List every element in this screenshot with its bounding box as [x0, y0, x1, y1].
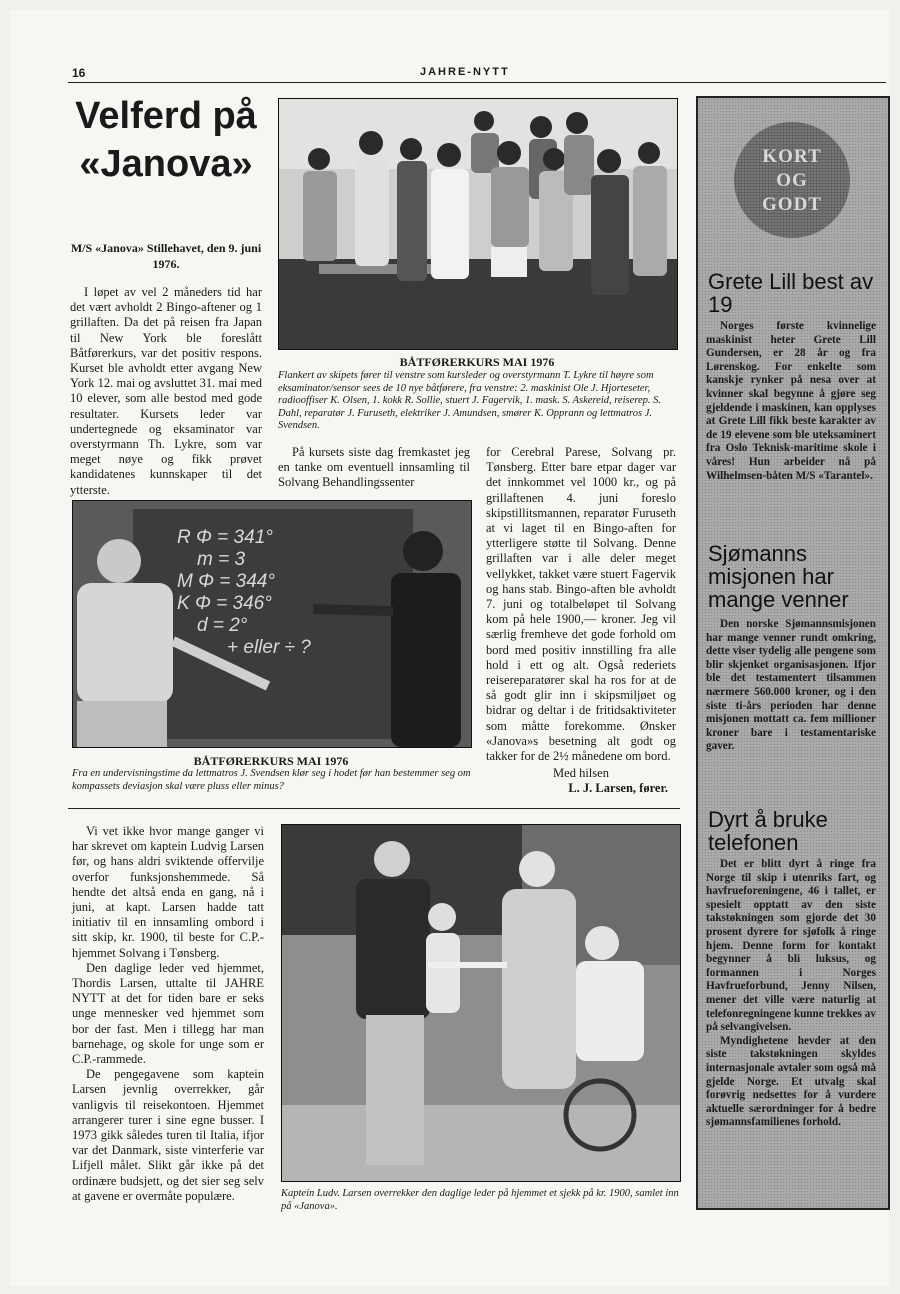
sidebar-heading-1: Grete Lill best av 19 — [708, 269, 874, 317]
photo1-title: BÅTFØRERKURS MAI 1976 — [399, 355, 555, 369]
section-divider — [68, 808, 680, 809]
dateline: M/S «Janova» Stillehavet, den 9. juni 1976. — [70, 241, 262, 271]
closing: Med hilsen — [553, 766, 609, 781]
photo2-title: BÅTFØRERKURS MAI 1976 — [193, 754, 349, 768]
kort-og-godt-badge: KORT OG GODT — [734, 122, 850, 238]
kort-og-godt-sidebar — [696, 96, 890, 1210]
check-presentation-image — [282, 825, 680, 1181]
article1-column2: På kursets siste dag fremkastet jeg en tanke om eventuell innsamling til Solvang Behandlingssenter — [278, 445, 470, 490]
photo2-caption: Fra en undervisningstime da lettmatros J. Svendsen klør seg i hodet før han bestemmer seg om kompassets deviasjon skal være pluss eller minus? — [72, 768, 471, 792]
signature: L. J. Larsen, fører. — [568, 781, 668, 796]
sidebar-text-1: Norges første kvinnelige maskinist heter Grete Lill Gundersen, er 28 år og fra Lørenskog. For enkelte som kanskje rynker på nesa over at kvinner skal begynne å gjøre seg gjeldende i maskinen, kan opplyses at Grete Lill fikk beste karakter av de 19 elevene som ble uteksaminert fra Oslo Teknisk-maritime skole i våres! Hun arbeider nå på Wilhelmsen-båten M/S «Tarantel». — [706, 320, 876, 482]
header-rule — [68, 82, 886, 83]
photo3-caption: Kaptein Ludv. Larsen overrekker den daglige leder på hjemmet et sjekk på kr. 1900, samlet inn på «Janova». — [281, 1188, 679, 1212]
photo1-caption: Flankert av skipets fører til venstre som kursleder og overstyrmann T. Lykre til høyre som eksaminator/sensor sees de 10 nye båtførere, fra venstre: 2. maskinist Ole J. Hjorteseter, radiooffiser K. Olsen, 1. kokk R. Sollie, stuert J. Fagervik, 1. mask. S. Askereid, reiserep. S. Dahl, reparatør J. Furuseth, elektriker J. Amundsen, smører K. Opprann og lettmatros J. Svendsen. — [278, 370, 661, 431]
blackboard-writing: R Φ = 341° m = 3 M Φ = 344° K Φ = 346° d = 2° + eller ÷ ? — [177, 527, 311, 658]
publication-title: JAHRE-NYTT — [420, 66, 510, 78]
check-presentation-photo — [281, 824, 681, 1182]
headline: Velferd på «Janova» — [75, 95, 257, 185]
sidebar-heading-2: Sjømanns misjonen har mange venner — [708, 541, 849, 612]
sidebar-heading-3: Dyrt å bruke telefonen — [708, 807, 828, 855]
sidebar-text-3: Det er blitt dyrt å ringe fra Norge til skip i utenriks fart, og havfrueforeningene, 46 i tallet, er spesielt opptatt av den siste takstøkningen som gjorde det 30 prosent dyrere for sjøfolk å ringe hjem. Denne form for kontakt begynner å bli luksus, og formannen i Norges Havfrueforbund, Jenny Nilsen, mener det ville være naturlig at telefonregningene kunne trekkes av på selvangivelsen. Myndighetene hevder at den siste takstøkningen skyldes internasjonale avtaler som også må gjelde Norge. Et utvalg skal forøvrig nedsettes for å vurdere aktuelle særordninger for å bedre sjømannsfamilienes forhold. — [706, 858, 876, 1129]
article2-text: Vi vet ikke hvor mange ganger vi har skrevet om kaptein Ludvig Larsen før, og hans aldri sviktende offervilje overfor funksjonshemmede. Så hendte det altså enda en gang, nå i juni, at kapt. Larsen hadde tatt initiativ til en innsamling ombord i sitt skip, kr. 1900, til beste for C.P.-hjemmet Solvang i Tønsberg. Den daglige leder ved hjemmet, Thordis Larsen, uttalte til JAHRE NYTT at det for tiden bare er seks unge mennesker ved hjemmet som bor der fast. Men i tillegg har man barnehage, og skole for unge som er C.P.-rammede. De pengegavene som kaptein Larsen jevnlig overrekker, går vanligvis til reisekontoen. Hjemmet arrangerer turer i sine egne busser. I 1973 gikk således turen til Italia, ifjor var det Danmark, siste vinterferie var Lifjell målet. Slikt går ikke på det ordinære budsjett, og det sier seg selv at gavene er overmåte populære. — [72, 824, 264, 1203]
sidebar-text-2: Den norske Sjømannsmisjonen har mange venner rundt omkring, dette viser tydelig alle pengene som blir skjenket organisasjonen. Ifjor ble det testamentert tilsammen nærmere 560.000 kroner, og i den siste ti-års perioden har denne misjonen mottatt ca. fem millioner kroner bare i testamentariske gaver. — [706, 618, 876, 753]
blackboard-photo — [72, 500, 472, 748]
group-photo — [278, 98, 678, 350]
article1-column1: I løpet av vel 2 måneders tid har det vært avholdt 2 Bingo-aftener og 1 grillaften. Da det på reisen fra Japan til New York ble foreslått Båtførerkurs, var det positiv respons. Kurset ble avholdt etter avgang New York 12. mai og avsluttet 31. mai med 10 elever, som alle bestod med gode resultater. Kursets leder var undertegnede og eksaminator var overstyrmann Th. Lykre, som var meget nøye og fikk prøvet kandidatenes kunnskaper til det ytterste. — [70, 285, 262, 497]
article1-column3: for Cerebral Parese, Solvang pr. Tønsberg. Etter bare etpar dager var det innkommet vel 1000 kr., og på grillaftenen 4. juni foreslo skipstillitsmannen, reparatør Furuseth at vi laget til en Bingo-aften for ytterligere støtte til Solvang. Denne grillaften var i alle deler meget vellykket, takket være stuert Fagervik og hans stab. Bingo-aften ble avholdt 7. juni og totalbeløpet til Solvang kom på hele 1900,— kroner. Jeg vil særlig fremheve det gode forhold om bord med positiv innstilling fra alle hold i ett og alt. Også rederiets reisereparatører skal ha ros for at de så godt glir inn i skipsmiljøet og bidrar og deltar i de fritidsaktiviteter som måtte forekomme. Ønsker «Janova»s besetning alt godt og takker for de 2½ månedene om bord. Med hilsen L. J. Larsen, fører. — [486, 445, 676, 796]
page-number: 16 — [72, 66, 86, 80]
group-photo-image — [279, 99, 677, 349]
